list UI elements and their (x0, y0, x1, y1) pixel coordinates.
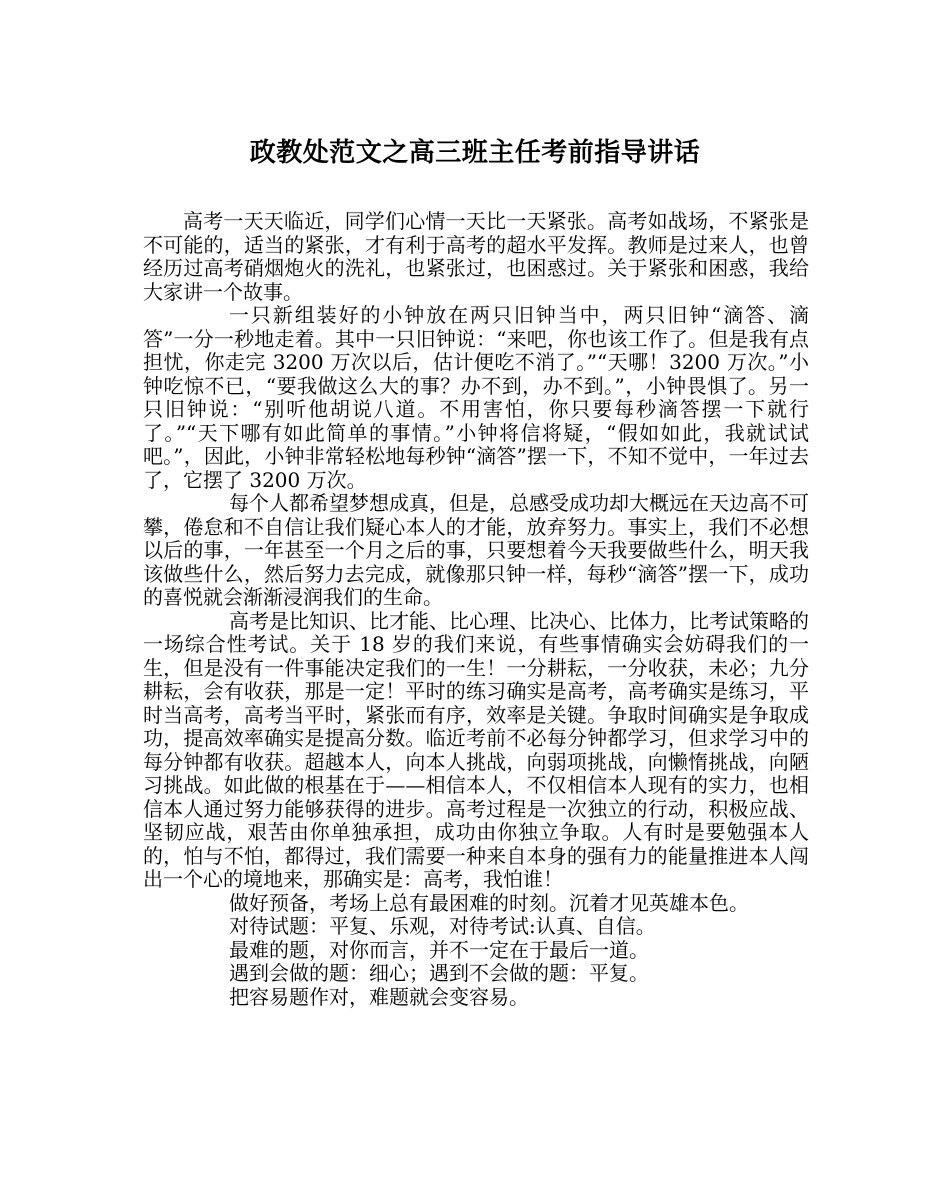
paragraph-exam-strategy: 高考是比知识、比才能、比心理、比决心、比体力，比考试策略的一场综合性考试。关于 18 岁的我们来说，有些事情确实会妨碍我们的一生，但是没有一件事能决定我们的一生！一分耕耘，一分收获，未必；九分耕耘，会有收获，那是一定！平时的练习确实是高考，高考确实是练习，平时当高考，高考当平时，紧张而有序，效率是关键。争取时间确实是争取成功，提高效率确实是提高分数。临近考前不必每分钟都学习，但求学习中的每分钟都有收获。超越本人，向本人挑战，向弱项挑战，向懒惰挑战，向陋习挑战。如此做的根基在于——相信本人，不仅相信本人现有的实力，也相信本人通过努力能够获得的进步。高考过程是一次独立的行动，积极应战、坚韧应战，艰苦由你单独承担，成功由你独立争取。人有时是要勉强本人的，怕与不怕，都得过，我们需要一种来自本身的强有力的能量推进本人闯出一个心的境地来，那确实是：高考，我怕谁！ (143, 608, 809, 891)
tip-item: 做好预备，考场上总有最困难的时刻。沉着才见英雄本色。 (229, 890, 749, 915)
tips-list (143, 892, 809, 1010)
paragraph-dreams: 每个人都希望梦想成真，但是，总感受成功却大概远在天边高不可攀，倦怠和不自信让我们疑心本人的才能，放弃努力。事实上，我们不必想以后的事，一年甚至一个月之后的事，只要想着今天我要做些什么，明天我该做些什么，然后努力去完成，就像那只钟一样，每秒“滴答”摆一下，成功的喜悦就会渐渐浸润我们的生命。 (143, 491, 809, 609)
tip-item: 最难的题，对你而言，并不一定在于最后一道。 (229, 937, 649, 962)
tip-item: 遇到会做的题：细心；遇到不会做的题：平复。 (229, 961, 649, 985)
document-title: 政教处范文之高三班主任考前指导讲话 (249, 138, 701, 168)
paragraph-clock-story: 一只新组装好的小钟放在两只旧钟当中，两只旧钟“滴答、滴答”一分一秒地走着。其中一只旧钟说：“来吧，你也该工作了。但是我有点担忧，你走完 3200 万次以后，估计便吃不消了。”“天哪！3200 万次。”小钟吃惊不已，“要我做这么大的事？办不到，办不到。”，小钟畏惧了。另一只旧钟说：“别听他胡说八道。不用害怕，你只要每秒滴答摆一下就行了。”“天下哪有如此简单的事情。”小钟将信将疑，“假如如此，我就试试吧。”，因此，小钟非常轻松地每秒钟“滴答”摆一下，不知不觉中，一年过去了，它摆了 3200 万次。 (143, 303, 809, 492)
tip-item: 对待试题：平复、乐观，对待考试:认真、自信。 (229, 914, 656, 938)
document-body (143, 210, 809, 1009)
tip-item: 把容易题作对，难题就会变容易。 (229, 984, 529, 1009)
paragraph-intro: 高考一天天临近，同学们心情一天比一天紧张。高考如战场，不紧张是不可能的，适当的紧张，才有利于高考的超水平发挥。教师是过来人，也曾经历过高考硝烟炮火的洗礼，也紧张过，也困惑过。关于紧张和困惑，我给大家讲一个故事。 (143, 209, 809, 304)
